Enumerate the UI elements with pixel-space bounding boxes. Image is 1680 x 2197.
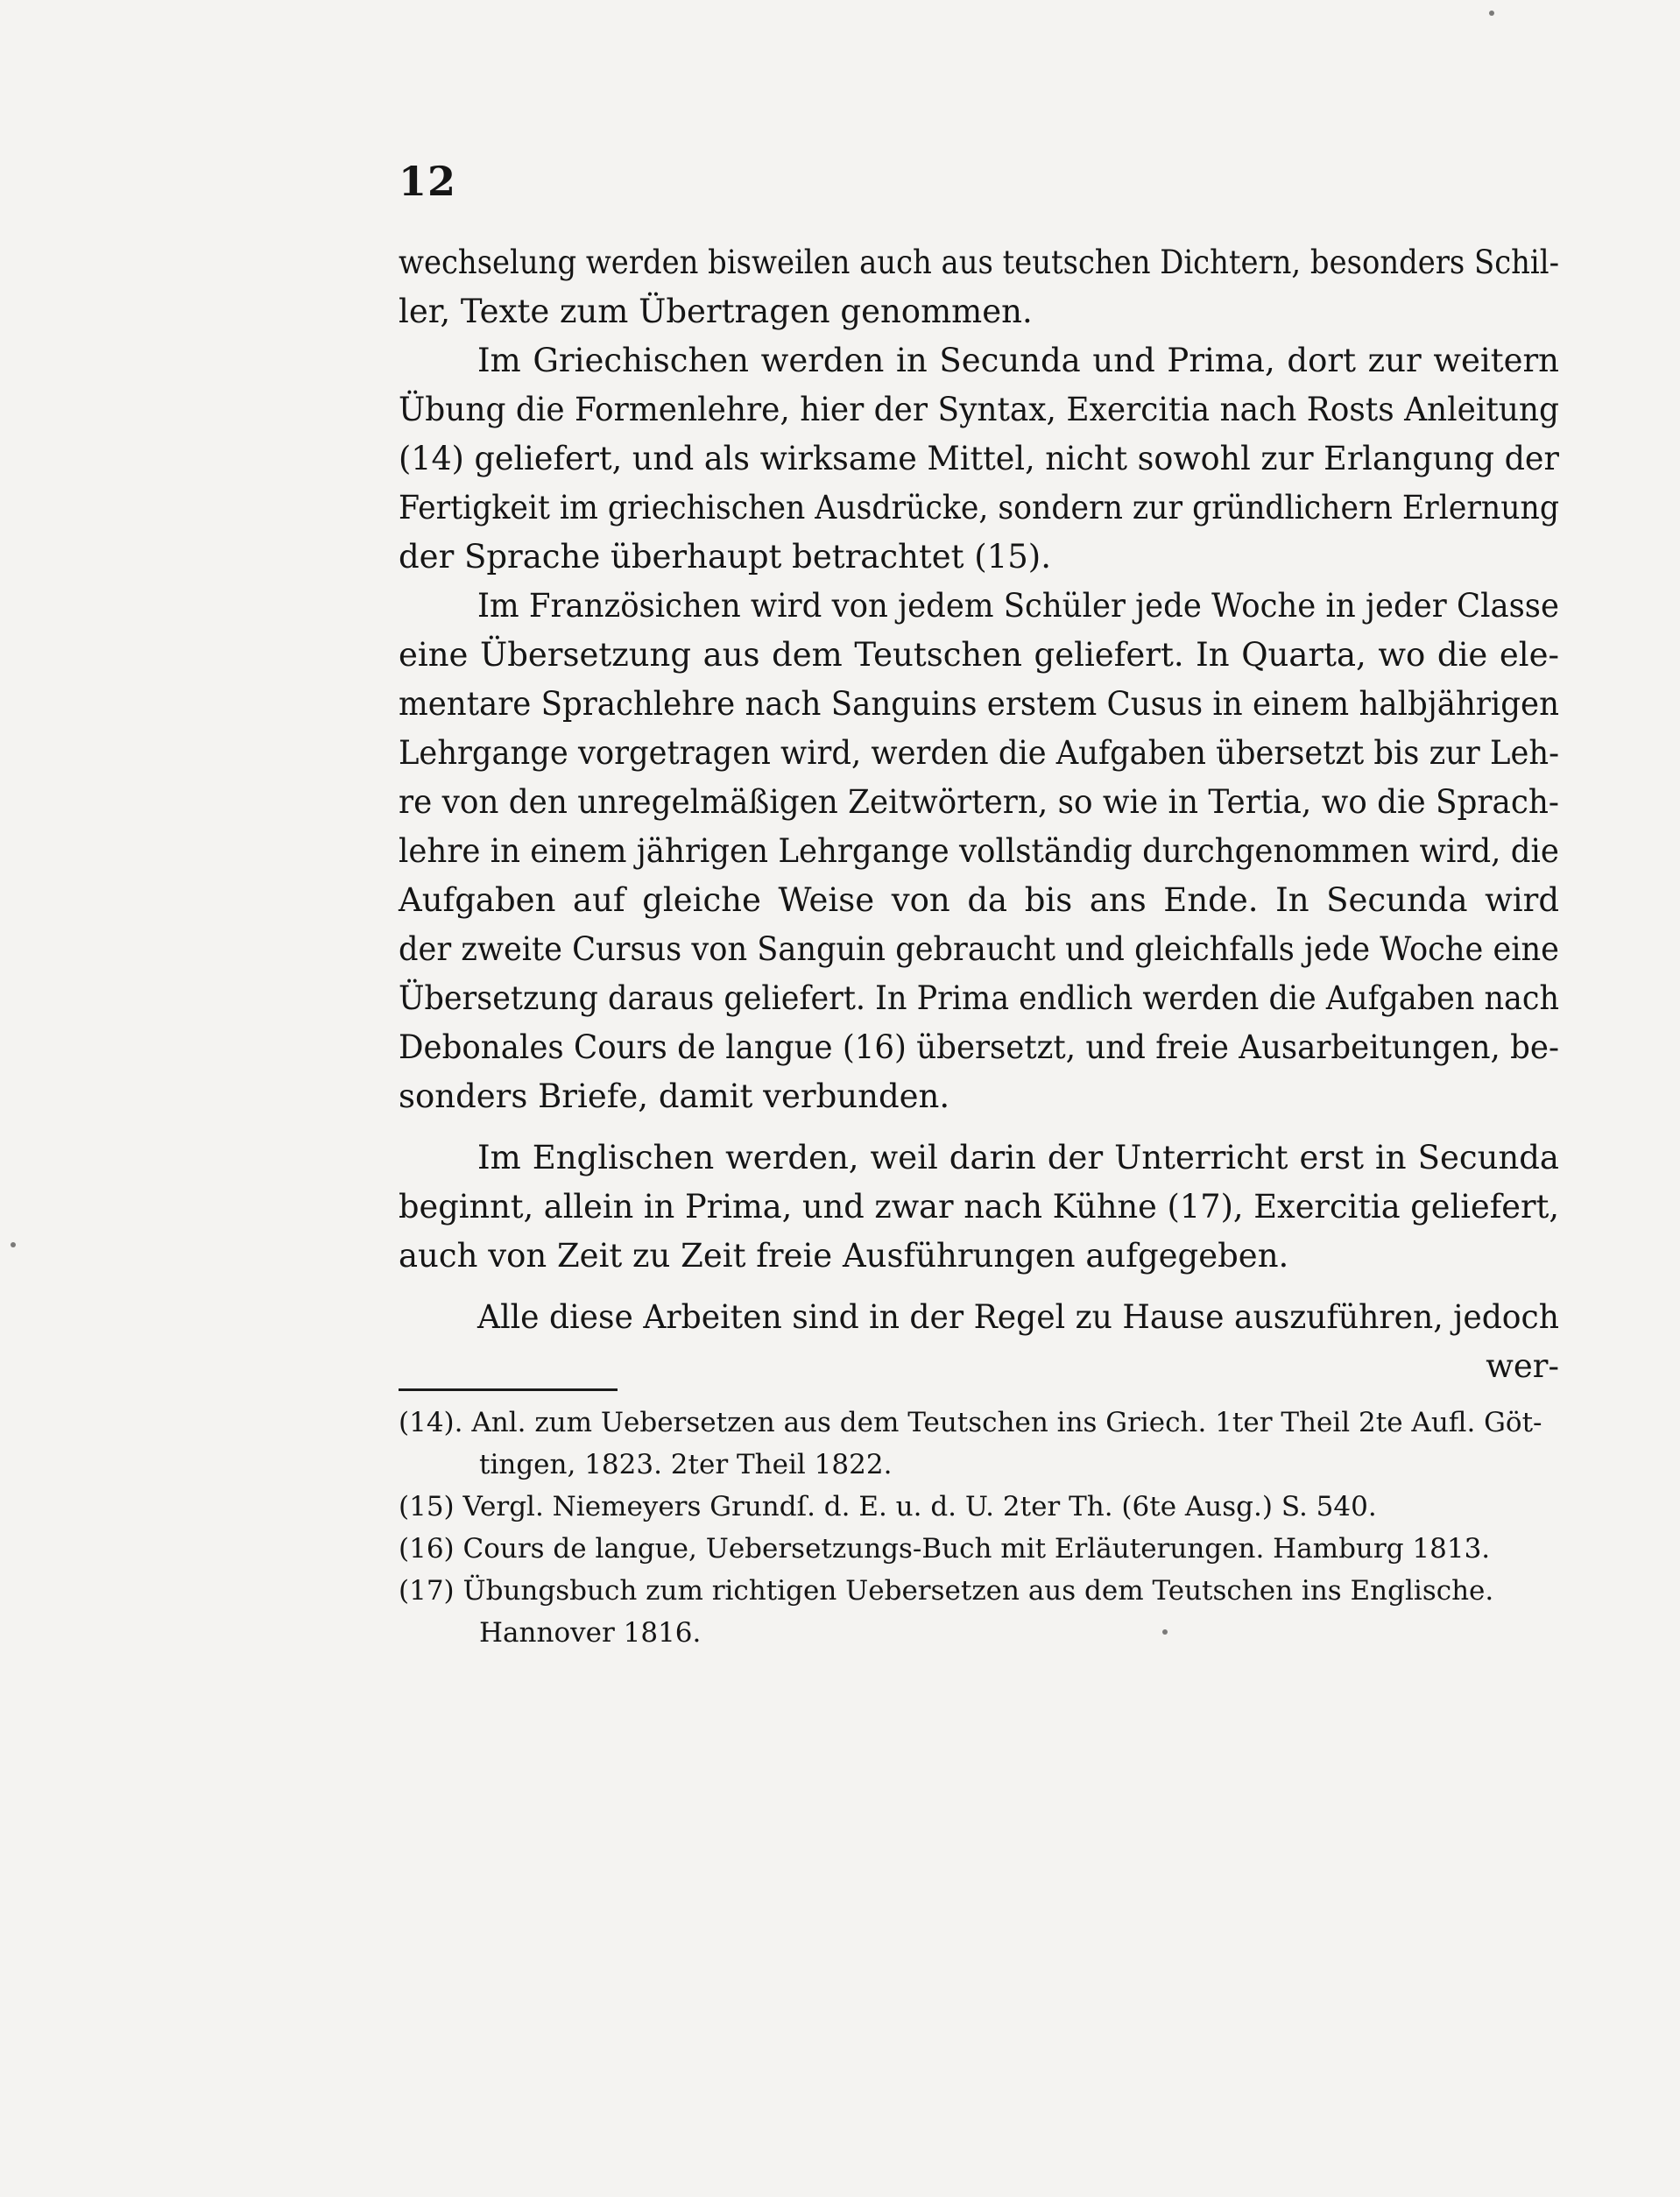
- text-line: Im Griechischen werden in Secunda und Prima, dort zur weitern: [477, 342, 1559, 379]
- footnote-line: [399, 1486, 1564, 1528]
- paragraph: [399, 238, 1559, 336]
- footnote-marker: (15): [399, 1491, 455, 1522]
- paragraph: [399, 336, 1559, 582]
- footnote-text: Anl. zum Uebersetzen aus dem Teutschen ins Griech. 1ter Theil 2te Aufl. Göt-: [471, 1407, 1542, 1438]
- text-line: wechselung werden bisweilen auch aus teutschen Dichtern, besonders Schil-: [399, 244, 1559, 281]
- text-line: Debonales Cours de langue (16) übersetzt, und freie Ausarbeitungen, be-: [399, 1028, 1559, 1066]
- footnote-line: Hannover 1816.: [479, 1617, 702, 1649]
- text-line: lehre in einem jährigen Lehrgange vollständig durchgenommen wird, die: [399, 832, 1559, 870]
- footnote-text: Vergl. Niemeyers Grundſ. d. E. u. d. U. 2ter Th. (6te Ausg.) S. 540.: [462, 1491, 1377, 1522]
- text-line: Übung die Formenlehre, hier der Syntax, Exercitia nach Rosts Anleitung: [399, 391, 1559, 428]
- paragraph: [399, 582, 1559, 1121]
- paragraph: [399, 1134, 1559, 1281]
- footnote-line: [399, 1528, 1564, 1570]
- footnote-text: Übungsbuch zum richtigen Uebersetzen aus dem Teutschen ins Englische.: [462, 1575, 1494, 1607]
- text-line: Fertigkeit im griechischen Ausdrücke, sondern zur gründlichern Erlernung: [399, 489, 1559, 526]
- footnote-line: tingen, 1823. 2ter Theil 1822.: [479, 1449, 893, 1480]
- print-speck: [1162, 1629, 1168, 1635]
- footnote-rule: [399, 1388, 618, 1391]
- paragraph-gap: [399, 1281, 1559, 1293]
- footnote: [399, 1528, 1564, 1570]
- footnote: [399, 1570, 1564, 1654]
- text-line: (14) geliefert, und als wirksame Mittel, nicht sowohl zur Erlangung der: [399, 440, 1559, 477]
- catchword: wer-: [1486, 1347, 1559, 1385]
- paragraph: [399, 1293, 1559, 1342]
- text-line: ler, Texte zum Übertragen genommen.: [399, 293, 1033, 330]
- footnote: [399, 1402, 1564, 1486]
- text-line: der Sprache überhaupt betrachtet (15).: [399, 538, 1052, 576]
- print-speck: [1489, 11, 1494, 16]
- footnote-text: Cours de langue, Uebersetzungs-Buch mit Erläuterungen. Hamburg 1813.: [462, 1533, 1491, 1565]
- text-line: mentare Sprachlehre nach Sanguins erstem Cusus in einem halbjährigen: [399, 685, 1559, 723]
- footnotes: [399, 1402, 1564, 1654]
- footnote-marker: (16): [399, 1533, 455, 1565]
- text-line: eine Übersetzung aus dem Teutschen geliefert. In Quarta, wo die ele-: [399, 636, 1559, 674]
- print-speck: [11, 1242, 16, 1247]
- text-line: Alle diese Arbeiten sind in der Regel zu Hause auszuführen, jedoch: [477, 1298, 1559, 1336]
- text-line: Aufgaben auf gleiche Weise von da bis ans Ende. In Secunda wird: [399, 881, 1559, 919]
- paragraph-gap: [399, 1121, 1559, 1134]
- text-line: Im Französichen wird von jedem Schüler jede Woche in jeder Classe: [477, 587, 1559, 625]
- text-line: beginnt, allein in Prima, und zwar nach Kühne (17), Exercitia geliefert,: [399, 1188, 1559, 1226]
- footnote: [399, 1486, 1564, 1528]
- body-text: [399, 238, 1559, 1391]
- footnote-marker: (14).: [399, 1407, 463, 1438]
- text-line: re von den unregelmäßigen Zeitwörtern, so wie in Tertia, wo die Sprach-: [399, 783, 1559, 821]
- text-line: der zweite Cursus von Sanguin gebraucht und gleichfalls jede Woche eine: [399, 930, 1559, 968]
- footnote-line: [399, 1570, 1564, 1612]
- text-line: Übersetzung daraus geliefert. In Prima endlich werden die Aufgaben nach: [399, 979, 1559, 1017]
- text-line: Im Englischen werden, weil darin der Unterricht erst in Secunda: [477, 1139, 1559, 1176]
- footnote-line: [399, 1402, 1564, 1444]
- page-number: 12: [399, 158, 457, 205]
- text-line: auch von Zeit zu Zeit freie Ausführungen aufgegeben.: [399, 1237, 1289, 1275]
- footnote-marker: (17): [399, 1575, 455, 1607]
- text-line: sonders Briefe, damit verbunden.: [399, 1077, 950, 1115]
- text-line: Lehrgange vorgetragen wird, werden die Aufgaben übersetzt bis zur Leh-: [399, 734, 1559, 772]
